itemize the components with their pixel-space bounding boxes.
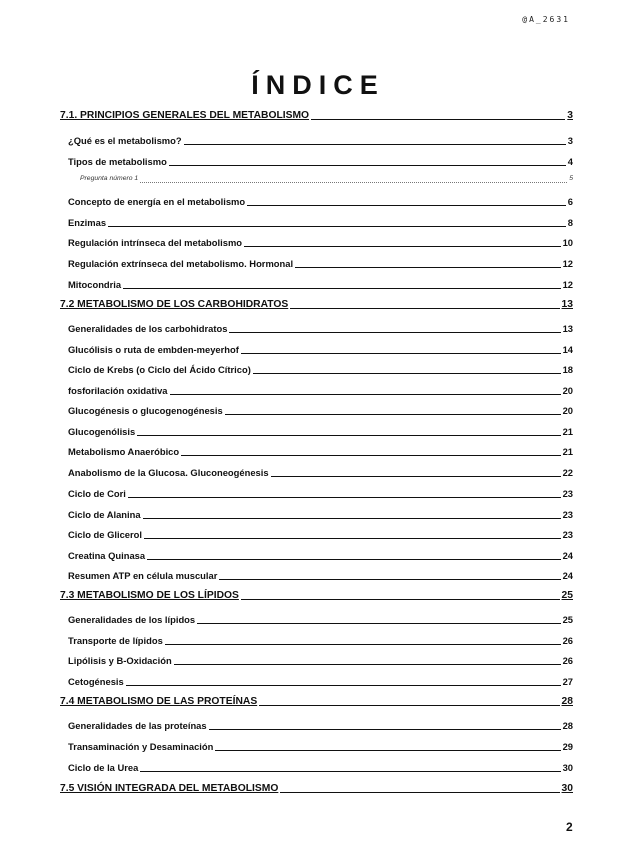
toc-entry-page: 23 xyxy=(562,488,573,499)
toc-entry[interactable] xyxy=(68,383,573,397)
toc-leader-line xyxy=(108,226,566,227)
toc-entry-page: 28 xyxy=(561,696,573,707)
toc-entry-title: Pregunta número 1 xyxy=(80,175,139,182)
toc-entry[interactable] xyxy=(68,718,573,732)
toc-leader-line xyxy=(174,664,561,665)
toc-entry-page: 25 xyxy=(562,614,573,625)
toc-leader-line xyxy=(209,729,561,730)
toc-entry-title: Transaminación y Desaminación xyxy=(68,741,214,752)
toc-section-entry[interactable] xyxy=(60,694,573,708)
toc-leader-line xyxy=(126,685,561,686)
toc-entry-title: 7.3 METABOLISMO DE LOS LÍPIDOS xyxy=(60,590,239,601)
toc-entry[interactable] xyxy=(68,653,573,667)
toc-entry-title: Cetogénesis xyxy=(68,676,124,687)
toc-entry-page: 25 xyxy=(561,590,573,601)
toc-entry[interactable] xyxy=(68,633,573,647)
toc-entry-title: fosforilación oxidativa xyxy=(68,385,168,396)
toc-entry[interactable] xyxy=(68,568,573,582)
toc-leader-line xyxy=(197,623,560,624)
toc-entry-page: 27 xyxy=(562,676,573,687)
toc-entry-title: 7.2 METABOLISMO DE LOS CARBOHIDRATOS xyxy=(60,299,289,310)
toc-entry-page: 20 xyxy=(562,405,573,416)
toc-entry[interactable] xyxy=(68,507,573,521)
toc-entry-page: 30 xyxy=(562,762,573,773)
toc-entry-page: 22 xyxy=(562,467,573,478)
toc-entry-title: Resumen ATP en célula muscular xyxy=(68,570,218,581)
toc-entry-title: Tipos de metabolismo xyxy=(68,156,167,167)
toc-entry-title: 7.5 VISIÓN INTEGRADA DEL METABOLISMO xyxy=(60,783,279,794)
toc-entry[interactable] xyxy=(68,321,573,335)
toc-entry[interactable] xyxy=(68,256,573,270)
toc-entry[interactable] xyxy=(68,342,573,356)
toc-entry-page: 21 xyxy=(562,426,573,437)
toc-entry-title: Ciclo de Glicerol xyxy=(68,529,142,540)
toc-entry-title: Concepto de energía en el metabolismo xyxy=(68,196,246,207)
toc-entry[interactable] xyxy=(68,154,573,168)
toc-leader-line xyxy=(271,476,561,477)
toc-entry[interactable] xyxy=(68,674,573,688)
toc-entry-title: Generalidades de los lípidos xyxy=(68,614,196,625)
toc-entry[interactable] xyxy=(68,424,573,438)
toc-entry[interactable] xyxy=(68,133,573,147)
toc-leader-line xyxy=(253,373,561,374)
toc-entry-title: Ciclo de Alanina xyxy=(68,509,141,520)
toc-entry[interactable] xyxy=(68,465,573,479)
toc-leader-line xyxy=(170,394,561,395)
toc-leader-line xyxy=(219,579,560,580)
toc-entry-page: 29 xyxy=(562,741,573,752)
toc-entry-title: Ciclo de Cori xyxy=(68,488,126,499)
toc-entry[interactable] xyxy=(68,362,573,376)
toc-entry-title: Enzimas xyxy=(68,217,107,228)
toc-leader-line xyxy=(280,792,559,793)
toc-leader-line xyxy=(259,705,559,706)
toc-leader-line xyxy=(181,455,560,456)
document-code: @A_2631 xyxy=(522,15,570,24)
toc-entry[interactable] xyxy=(68,194,573,208)
toc-entry-page: 3 xyxy=(567,135,573,146)
toc-entry-page: 23 xyxy=(562,529,573,540)
toc-entry-title: Metabolismo Anaeróbico xyxy=(68,446,180,457)
toc-entry[interactable] xyxy=(68,486,573,500)
toc-entry-title: Glucólisis o ruta de embden-meyerhof xyxy=(68,344,239,355)
toc-entry-page: 30 xyxy=(561,783,573,794)
toc-entry[interactable] xyxy=(68,215,573,229)
toc-entry-page: 4 xyxy=(567,156,573,167)
toc-entry-page: 13 xyxy=(561,299,573,310)
toc-section-entry[interactable] xyxy=(60,297,573,311)
toc-entry[interactable] xyxy=(68,235,573,249)
toc-entry-title: Regulación extrínseca del metabolismo. Hormonal xyxy=(68,258,294,269)
toc-entry-page: 8 xyxy=(567,217,573,228)
toc-leader-line xyxy=(165,644,561,645)
toc-section-entry[interactable] xyxy=(60,781,573,795)
toc-leader-line xyxy=(311,119,565,120)
toc-entry-title: Glucogenólisis xyxy=(68,426,136,437)
toc-entry-title: 7.4 METABOLISMO DE LAS PROTEÍNAS xyxy=(60,696,258,707)
toc-entry-page: 21 xyxy=(562,446,573,457)
toc-entry-page: 3 xyxy=(567,110,573,121)
toc-entry-page: 26 xyxy=(562,635,573,646)
toc-entry-page: 23 xyxy=(562,509,573,520)
toc-leader-line xyxy=(143,518,561,519)
toc-leader-line xyxy=(140,771,560,772)
toc-entry-page: 14 xyxy=(562,344,573,355)
toc-entry-page: 12 xyxy=(562,258,573,269)
toc-leader-line xyxy=(241,353,561,354)
toc-leader-line xyxy=(215,750,560,751)
toc-entry[interactable] xyxy=(68,277,573,291)
toc-leader-line xyxy=(123,288,560,289)
toc-leader-line xyxy=(137,435,560,436)
toc-leader-line xyxy=(229,332,560,333)
toc-leader-line xyxy=(225,414,561,415)
page-title: ÍNDICE xyxy=(251,70,385,100)
toc-section-entry[interactable] xyxy=(60,588,573,602)
toc-subentry[interactable] xyxy=(80,175,573,185)
toc-leader-line xyxy=(144,538,561,539)
toc-entry-title: Generalidades de las proteínas xyxy=(68,720,207,731)
toc-entry[interactable] xyxy=(68,403,573,417)
toc-entry-title: Regulación intrínseca del metabolismo xyxy=(68,237,243,248)
toc-entry-title: Generalidades de los carbohidratos xyxy=(68,323,228,334)
toc-leader-line xyxy=(128,497,561,498)
toc-leader-line xyxy=(241,599,560,600)
toc-leader-line xyxy=(184,144,566,145)
toc-entry-title: Glucogénesis o glucogenogénesis xyxy=(68,405,223,416)
toc-leader-line xyxy=(169,165,566,166)
toc-entry[interactable] xyxy=(68,760,573,774)
toc-entry-page: 24 xyxy=(562,570,573,581)
toc-section-entry[interactable] xyxy=(60,108,573,122)
toc-entry[interactable] xyxy=(68,527,573,541)
toc-entry-title: Anabolismo de la Glucosa. Gluconeogénesis xyxy=(68,467,269,478)
toc-entry-page: 12 xyxy=(562,279,573,290)
toc-entry-title: Ciclo de Krebs (o Ciclo del Ácido Cítrico) xyxy=(68,364,251,375)
page-number: 2 xyxy=(566,820,573,834)
toc-entry-title: Creatina Quinasa xyxy=(68,550,146,561)
toc-entry-page: 26 xyxy=(562,655,573,666)
toc-entry[interactable] xyxy=(68,548,573,562)
toc-entry-page: 10 xyxy=(562,237,573,248)
toc-entry-page: 5 xyxy=(569,175,573,182)
toc-entry[interactable] xyxy=(68,612,573,626)
toc-entry-title: Lipólisis y B-Oxidación xyxy=(68,655,172,666)
toc-entry[interactable] xyxy=(68,739,573,753)
toc-leader-line xyxy=(290,308,559,309)
toc-entry-page: 6 xyxy=(567,196,573,207)
toc-entry-title: ¿Qué es el metabolismo? xyxy=(68,135,182,146)
toc-entry-page: 20 xyxy=(562,385,573,396)
toc-entry-title: Mitocondria xyxy=(68,279,122,290)
toc-leader-line xyxy=(140,182,567,183)
toc-leader-line xyxy=(247,205,566,206)
toc-entry[interactable] xyxy=(68,444,573,458)
toc-entry-title: Transporte de lípidos xyxy=(68,635,163,646)
toc-entry-page: 13 xyxy=(562,323,573,334)
toc-entry-page: 18 xyxy=(562,364,573,375)
toc-leader-line xyxy=(295,267,561,268)
toc-entry-title: Ciclo de la Urea xyxy=(68,762,139,773)
toc-entry-title: 7.1. PRINCIPIOS GENERALES DEL METABOLISMO xyxy=(60,110,310,121)
toc-entry-page: 24 xyxy=(562,550,573,561)
toc-leader-line xyxy=(244,246,561,247)
toc-leader-line xyxy=(147,559,560,560)
toc-entry-page: 28 xyxy=(562,720,573,731)
